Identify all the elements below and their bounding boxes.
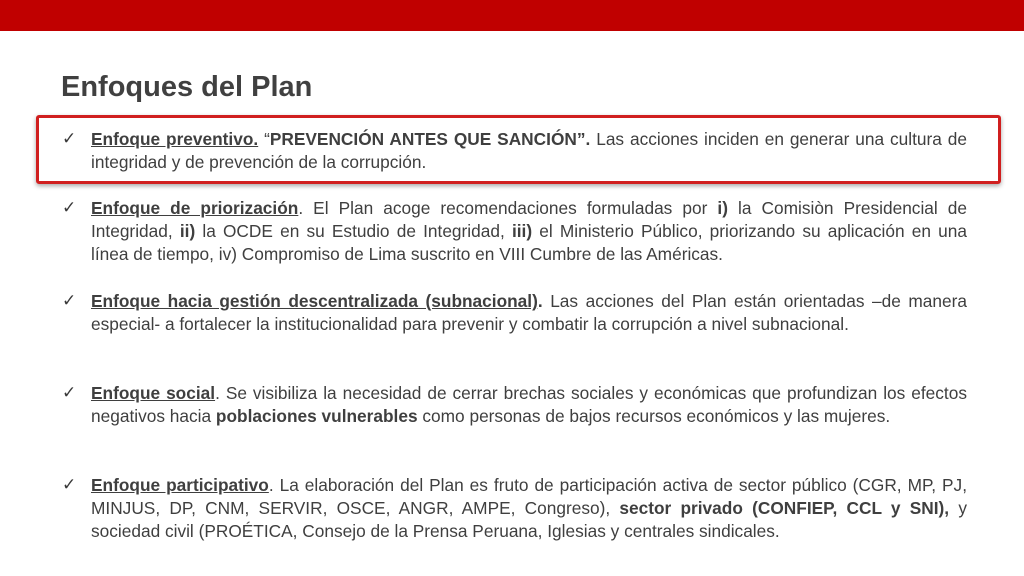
- bullet-heading: Enfoque hacia gestión descentralizada (subnacional): [91, 291, 538, 311]
- text-span: la Comisiòn Presidencial de Integridad,: [91, 198, 968, 241]
- text-span: y sociedad civil (PROÉTICA, Consejo de la Prensa Peruana, Iglesias y centrales sindicales.: [91, 498, 967, 541]
- checkmark-icon: ✓: [62, 129, 77, 149]
- text-span: “: [258, 129, 270, 149]
- text-span: la OCDE en su Estudio de Integridad,: [195, 221, 512, 241]
- bullet-priorizacion: [62, 197, 967, 266]
- bold-phrase: ii): [179, 221, 196, 241]
- checkmark-icon: ✓: [62, 291, 77, 311]
- bold-phrase: iii): [511, 221, 533, 241]
- bullet-text: [91, 128, 967, 174]
- top-red-bar: [0, 0, 1024, 31]
- bullet-heading: Enfoque preventivo.: [91, 129, 259, 149]
- text-span: . Se visibiliza la necesidad de cerrar brechas sociales y económicas que profundizan los efectos negativos hacia: [91, 383, 967, 426]
- bold-phrase: sector privado (CONFIEP, CCL y SNI),: [619, 498, 950, 518]
- bullet-text: [91, 290, 967, 336]
- bullet-preventivo: [62, 128, 967, 174]
- text-span: Las acciones inciden en generar una cultura de integridad y de prevención de la corrupción.: [91, 129, 967, 172]
- bold-phrase: i): [717, 198, 728, 218]
- bold-phrase: poblaciones vulnerables: [215, 406, 418, 426]
- bullet-social: [62, 382, 967, 428]
- bullet-text: [91, 474, 967, 543]
- bullet-text: [91, 382, 967, 428]
- checkmark-icon: ✓: [62, 198, 77, 218]
- checkmark-icon: ✓: [62, 475, 77, 495]
- text-span: el Ministerio Público, priorizando su aplicación en una línea de tiempo, iv) Compromiso de Lima suscrito en VIII Cumbre de las Américas.: [91, 221, 967, 264]
- text-span: como personas de bajos recursos económicos y las mujeres.: [417, 406, 891, 426]
- bullet-text: [91, 197, 967, 266]
- bullet-heading: Enfoque de priorización: [91, 198, 299, 218]
- bold-phrase: PREVENCIÓN ANTES QUE SANCIÓN”.: [269, 129, 591, 149]
- slide-title: Enfoques del Plan: [61, 71, 313, 103]
- text-span: . La elaboración del Plan es fruto de participación activa de sector público (CGR, MP, PJ, MINJUS, DP, CNM, SERVIR, OSCE, ANGR, AMPE, Congreso),: [91, 475, 968, 518]
- bullet-participativo: [62, 474, 967, 543]
- bullet-heading: Enfoque social: [91, 383, 216, 403]
- bullet-heading: Enfoque participativo: [91, 475, 269, 495]
- bold-phrase: .: [537, 291, 543, 311]
- text-span: . El Plan acoge recomendaciones formuladas por: [298, 198, 718, 218]
- bullet-descentralizada: [62, 290, 967, 336]
- checkmark-icon: ✓: [62, 383, 77, 403]
- text-span: Las acciones del Plan están orientadas –de manera especial- a fortalecer la institucionalidad para prevenir y combatir la corrupción a nivel subnacional.: [91, 291, 967, 334]
